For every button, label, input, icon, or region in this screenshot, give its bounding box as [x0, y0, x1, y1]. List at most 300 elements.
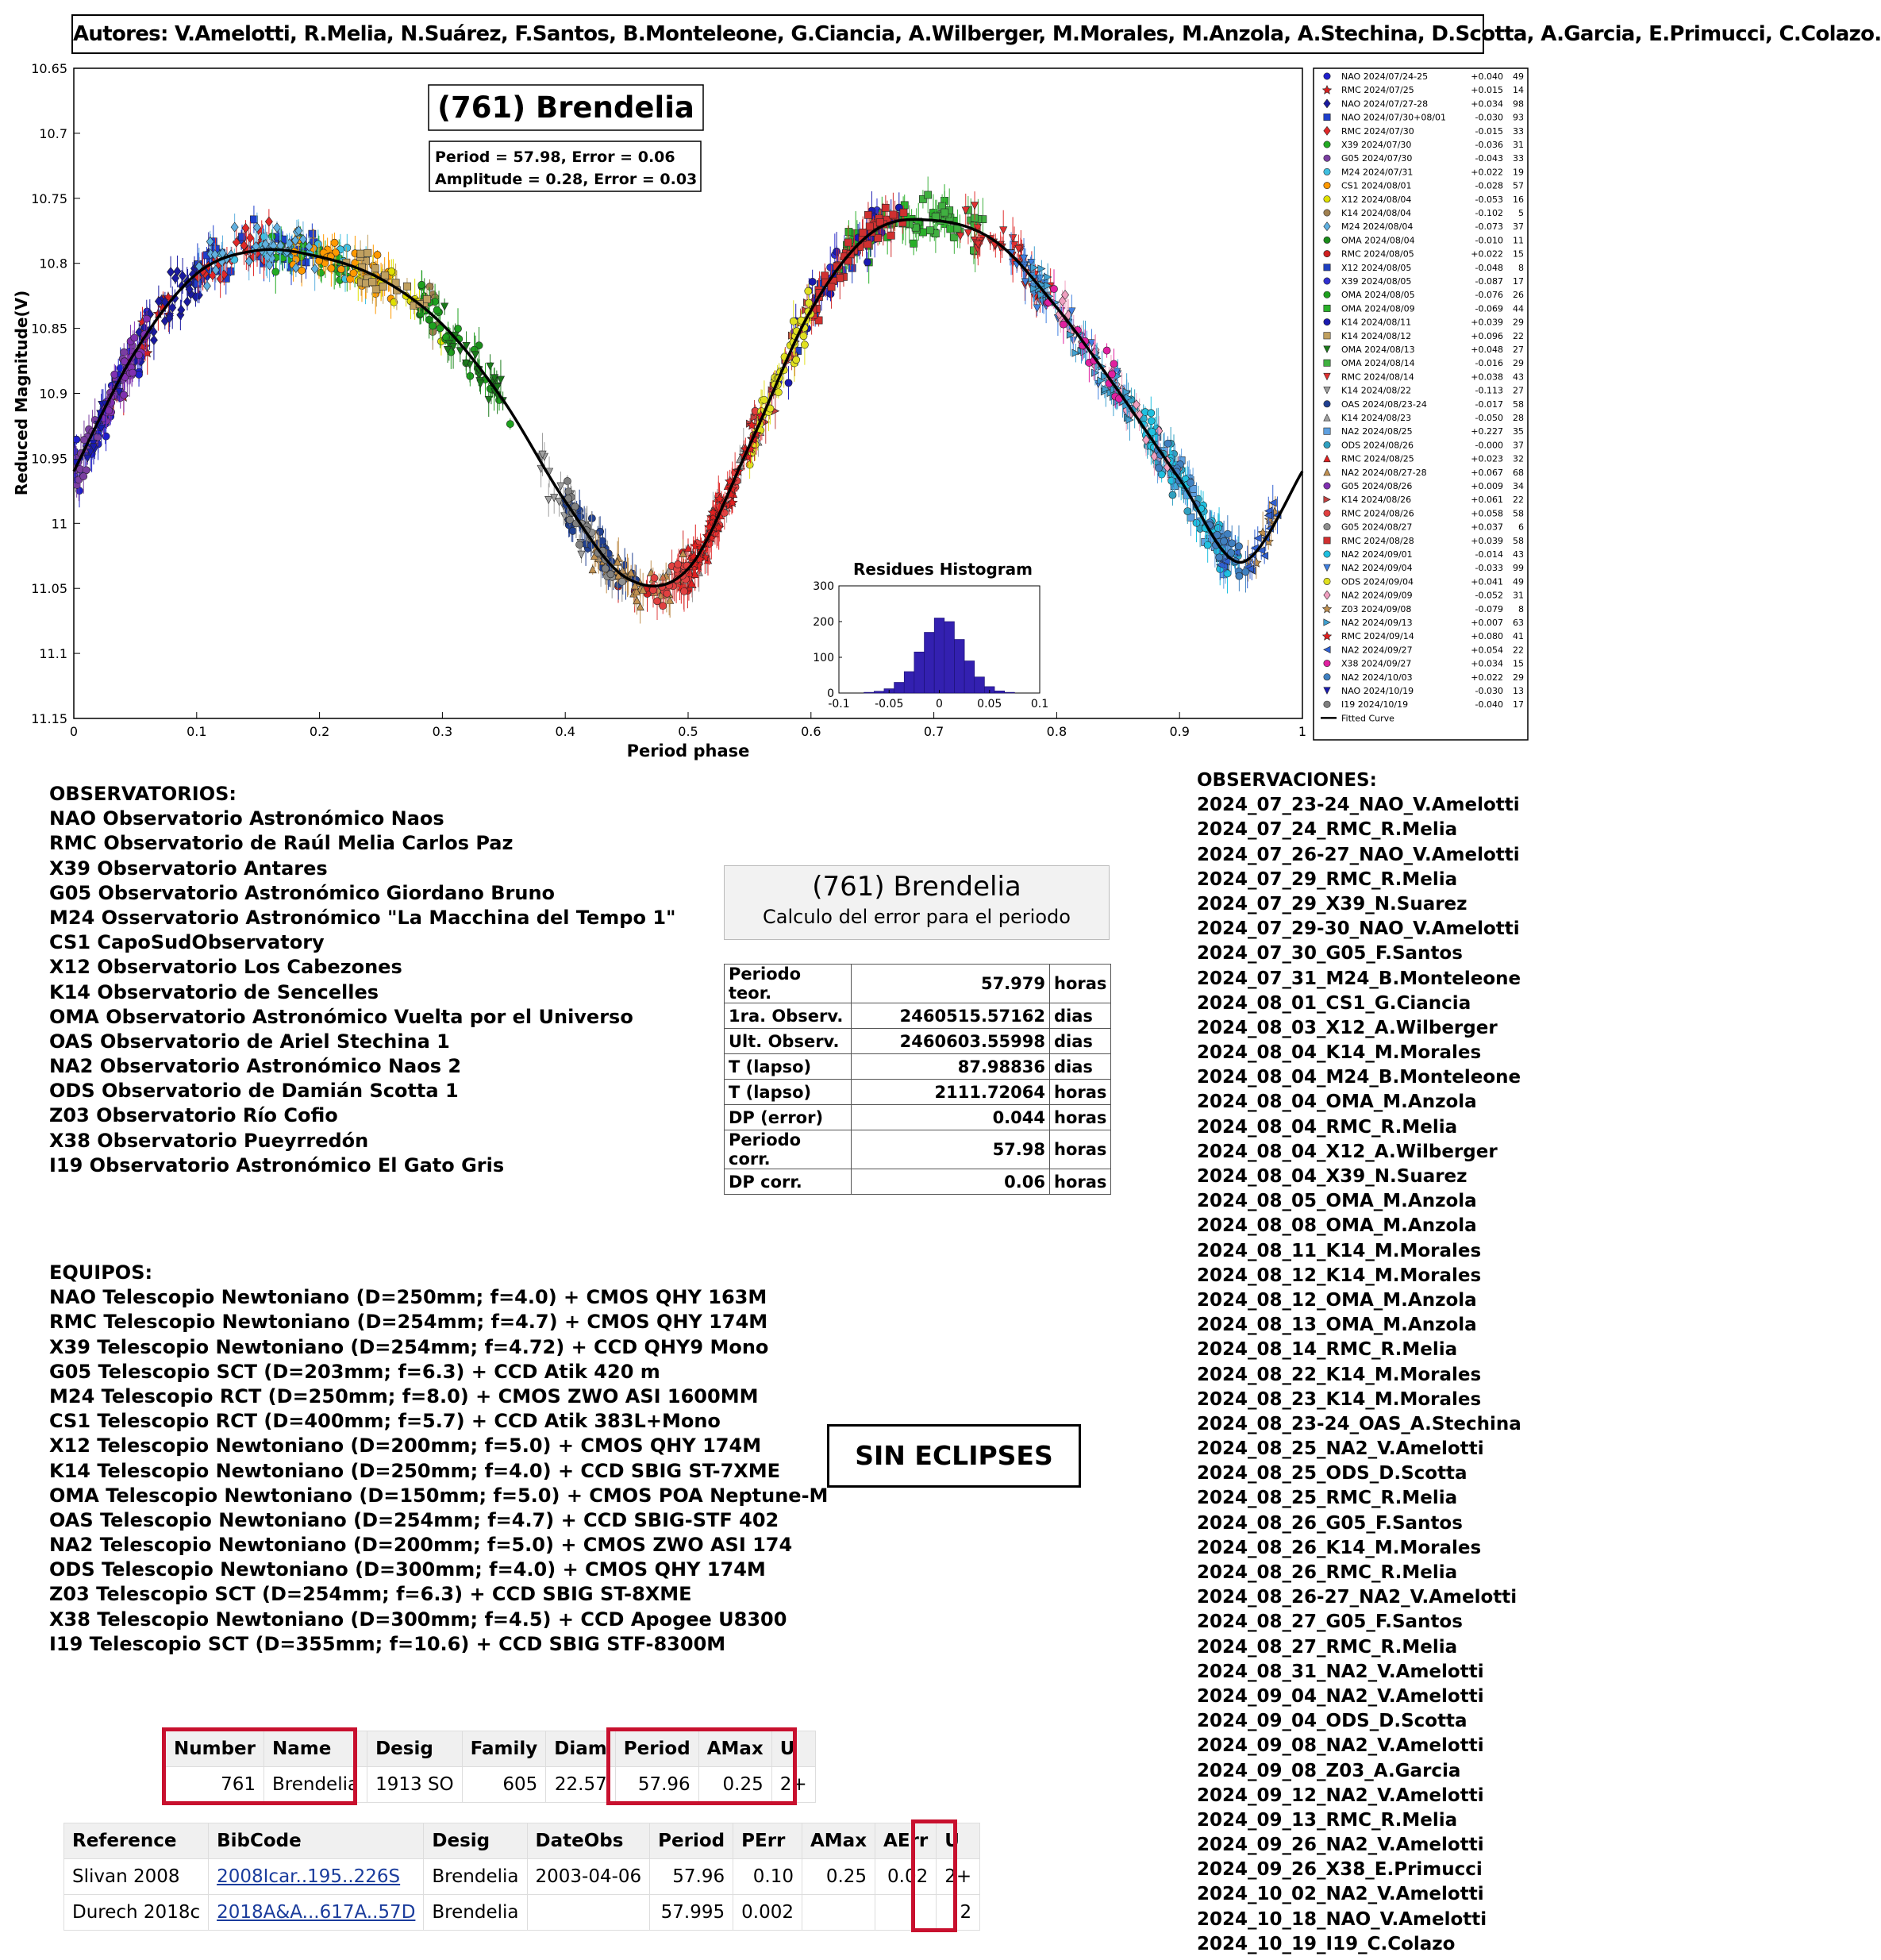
- legend-count: 17: [1513, 276, 1524, 287]
- legend-offset: -0.102: [1475, 208, 1503, 218]
- observacion-item: 2024_09_26_NA2_V.Amelotti: [1197, 1835, 1484, 1856]
- histogram-bar: [894, 683, 905, 694]
- legend-count: 44: [1513, 303, 1524, 314]
- histogram-bar: [914, 652, 925, 693]
- observacion-item: 2024_08_23-24_OAS_A.Stechina: [1197, 1413, 1521, 1434]
- calc-label: Ult. Observ.: [725, 1029, 852, 1054]
- equipos-title: EQUIPOS:: [49, 1261, 153, 1284]
- legend-offset: -0.015: [1475, 125, 1503, 137]
- histogram-bar: [964, 661, 975, 694]
- observacion-item: 2024_08_04_OMA_M.Anzola: [1197, 1092, 1477, 1113]
- data-point: [801, 341, 808, 348]
- data-point: [1324, 660, 1330, 666]
- observatorio-item: K14 Observatorio de Sencelles: [49, 980, 379, 1003]
- legend-offset: -0.000: [1475, 440, 1503, 451]
- legend-offset: +0.039: [1471, 317, 1503, 328]
- data-point: [272, 268, 279, 275]
- data-point: [1214, 525, 1221, 532]
- authors-banner: Autores: V.Amelotti, R.Melia, N.Suárez, F.Santos, B.Monteleone, G.Ciancia, A.Wilberger, M.Morales, M.Anzola, A.Stechina, D.Scotta, A.Garcia, E.Primucci, C.Colazo.: [71, 14, 1484, 54]
- legend-count: 34: [1513, 481, 1524, 491]
- data-point: [379, 283, 387, 290]
- observacion-item: 2024_09_08_Z03_A.Garcia: [1197, 1760, 1461, 1781]
- observacion-item: 2024_09_08_NA2_V.Amelotti: [1197, 1735, 1484, 1757]
- observacion-item: 2024_10_19_I19_C.Colazo: [1197, 1933, 1456, 1954]
- data-point: [926, 227, 933, 234]
- observatorio-item: CS1 CapoSudObservatory: [49, 931, 325, 954]
- lcdb-ref-cell: Brendelia: [424, 1859, 527, 1895]
- data-point: [827, 291, 834, 298]
- legend-label: RMC 2024/09/14: [1341, 631, 1414, 642]
- observacion-item: 2024_07_29-30_NAO_V.Amelotti: [1197, 918, 1520, 940]
- legend-label: OMA 2024/08/13: [1341, 345, 1415, 355]
- histogram-bar: [934, 618, 944, 694]
- observatorio-item: RMC Observatorio de Raúl Melia Carlos Paz: [49, 832, 514, 855]
- legend-count: 29: [1513, 358, 1524, 369]
- data-point: [369, 279, 376, 286]
- data-point: [1216, 554, 1223, 561]
- data-point: [373, 286, 380, 293]
- legend-label: NA2 2024/10/03: [1341, 672, 1413, 683]
- data-point: [80, 472, 87, 479]
- data-point: [925, 191, 932, 198]
- bibcode-link[interactable]: 2008Icar..195..226S: [217, 1866, 401, 1887]
- legend-count: 5: [1518, 208, 1524, 218]
- calc-value: 2460515.57162: [852, 1003, 1050, 1029]
- observacion-item: 2024_09_04_NA2_V.Amelotti: [1197, 1685, 1484, 1707]
- legend-offset: +0.061: [1471, 495, 1503, 506]
- observacion-item: 2024_10_02_NA2_V.Amelotti: [1197, 1884, 1484, 1905]
- calc-unit: dias: [1050, 1054, 1111, 1080]
- calc-value: 0.044: [852, 1105, 1050, 1130]
- observacion-item: 2024_07_23-24_NAO_V.Amelotti: [1197, 795, 1520, 816]
- equipo-item: X39 Telescopio Newtoniano (D=254mm; f=4.72) + CCD QHY9 Mono: [49, 1335, 769, 1358]
- legend-offset: -0.016: [1475, 358, 1503, 369]
- legend-count: 32: [1513, 453, 1524, 464]
- data-point: [260, 233, 267, 241]
- legend-label: CS1 2024/08/01: [1341, 180, 1412, 191]
- legend-offset: +0.054: [1471, 645, 1503, 656]
- legend-offset: -0.076: [1475, 290, 1503, 301]
- legend-count: 37: [1513, 440, 1524, 451]
- lcdb-ref-cell: 0.25: [802, 1859, 875, 1895]
- data-point: [111, 371, 118, 378]
- lcdb-ref-header: Reference: [64, 1823, 209, 1859]
- observacion-item: 2024_08_14_RMC_R.Melia: [1197, 1339, 1458, 1361]
- data-point: [1324, 250, 1330, 256]
- observacion-item: 2024_08_05_OMA_M.Anzola: [1197, 1191, 1477, 1212]
- legend-offset: +0.096: [1471, 330, 1503, 341]
- legend-offset: -0.048: [1475, 262, 1503, 273]
- data-point: [1187, 479, 1194, 486]
- x-tick-label: 0.6: [801, 724, 821, 739]
- legend-count: 68: [1513, 467, 1524, 478]
- legend-offset: +0.038: [1471, 372, 1503, 383]
- lcdb-cell: 761: [166, 1767, 264, 1803]
- lcdb-ref-header: U: [937, 1823, 980, 1859]
- calc-label: 1ra. Observ.: [725, 1003, 852, 1029]
- lcdb-header: Period: [615, 1731, 698, 1767]
- data-point: [900, 209, 907, 216]
- sin-eclipses-label: SIN ECLIPSES: [827, 1424, 1081, 1488]
- observatorio-item: I19 Observatorio Astronómico El Gato Gris: [49, 1153, 505, 1176]
- data-point: [887, 232, 894, 239]
- data-point: [1324, 401, 1330, 407]
- x-tick-label: 1: [1298, 724, 1307, 739]
- calc-label: DP (error): [725, 1105, 852, 1130]
- data-point: [1224, 530, 1231, 537]
- data-point: [1324, 141, 1330, 148]
- equipo-item: M24 Telescopio RCT (D=250mm; f=8.0) + CMOS ZWO ASI 1600MM: [49, 1384, 759, 1407]
- lcdb-ref-cell: [875, 1895, 937, 1931]
- legend-count: 33: [1513, 153, 1524, 164]
- legend-offset: -0.073: [1475, 221, 1503, 233]
- x-axis-label: Period phase: [626, 741, 750, 761]
- legend-count: 33: [1513, 125, 1524, 137]
- data-point: [429, 322, 437, 329]
- legend-label: X39 2024/08/05: [1341, 276, 1412, 287]
- observatorio-item: X12 Observatorio Los Cabezones: [49, 956, 402, 979]
- observacion-item: 2024_07_31_M24_B.Monteleone: [1197, 968, 1521, 989]
- lcdb-ref-row: [64, 1859, 980, 1895]
- lcdb-header: Number: [166, 1731, 264, 1767]
- calc-row: [725, 1130, 1111, 1169]
- y-tick-label: 10.65: [31, 61, 67, 76]
- legend-count: 93: [1513, 112, 1524, 123]
- lcdb-ref-header: PErr: [733, 1823, 802, 1859]
- data-point: [1324, 305, 1330, 311]
- data-point: [1224, 570, 1231, 577]
- calc-label: Periodo teor.: [725, 965, 852, 1003]
- equipo-item: G05 Telescopio SCT (D=203mm; f=6.3) + CCD Atik 420 m: [49, 1360, 660, 1383]
- legend-count: 49: [1513, 71, 1524, 82]
- data-point: [1324, 237, 1330, 243]
- observacion-item: 2024_09_13_RMC_R.Melia: [1197, 1809, 1458, 1831]
- legend-label: ODS 2024/09/04: [1341, 576, 1414, 587]
- equipo-item: ODS Telescopio Newtoniano (D=300mm; f=4.0) + CMOS QHY 174M: [49, 1558, 766, 1581]
- legend-label: M24 2024/08/04: [1341, 221, 1414, 233]
- legend-offset: -0.113: [1475, 385, 1503, 396]
- y-axis: [31, 61, 80, 726]
- legend-offset: +0.022: [1471, 672, 1503, 683]
- data-point: [1235, 543, 1242, 550]
- legend-count: 29: [1513, 317, 1524, 328]
- data-point: [1164, 440, 1171, 447]
- observacion-item: 2024_07_24_RMC_R.Melia: [1197, 819, 1458, 841]
- legend-offset: +0.023: [1471, 453, 1503, 464]
- observaciones-section: [1197, 768, 1521, 1954]
- legend-offset: -0.030: [1475, 686, 1503, 696]
- histogram-bar: [904, 672, 914, 693]
- observacion-item: 2024_07_30_G05_F.Santos: [1197, 943, 1463, 965]
- y-tick-label: 10.9: [39, 386, 67, 402]
- data-point: [418, 281, 425, 288]
- y-tick-label: 11.15: [31, 711, 67, 726]
- data-point: [382, 271, 389, 279]
- legend-label: NA2 2024/09/09: [1341, 590, 1413, 601]
- y-tick-label: 10.95: [31, 451, 67, 467]
- data-point: [1242, 568, 1249, 576]
- histogram-bar: [975, 677, 985, 693]
- equipo-item: K14 Telescopio Newtoniano (D=250mm; f=4.0) + CCD SBIG ST-7XME: [49, 1459, 781, 1482]
- lcdb-ref-header: BibCode: [209, 1823, 424, 1859]
- legend-label: K14 2024/08/22: [1341, 385, 1412, 396]
- data-point: [1324, 674, 1330, 680]
- equipo-item: NA2 Telescopio Newtoniano (D=200mm; f=5.0) + CMOS ZWO ASI 174: [49, 1534, 793, 1557]
- observacion-item: 2024_08_04_RMC_R.Melia: [1197, 1116, 1458, 1138]
- legend-count: 27: [1513, 345, 1524, 355]
- observacion-item: 2024_08_12_OMA_M.Anzola: [1197, 1289, 1477, 1311]
- data-point: [790, 318, 797, 325]
- calc-row: [725, 1003, 1111, 1029]
- data-point: [337, 266, 344, 273]
- hist-y-tick-label: 0: [827, 687, 834, 700]
- observacion-item: 2024_08_25_NA2_V.Amelotti: [1197, 1438, 1484, 1460]
- data-point: [1324, 168, 1330, 175]
- legend-label: K14 2024/08/26: [1341, 495, 1412, 506]
- calc-header: [724, 865, 1110, 940]
- calc-subtitle: Calculo del error para el periodo: [763, 906, 1071, 928]
- calc-label: Periodo corr.: [725, 1130, 852, 1169]
- legend-count: 14: [1513, 85, 1524, 96]
- legend-label: OMA 2024/08/14: [1341, 358, 1415, 369]
- observatorio-item: NAO Observatorio Astronómico Naos: [49, 807, 444, 830]
- x-tick-label: 0.4: [555, 724, 575, 739]
- equipo-item: NAO Telescopio Newtoniano (D=250mm; f=4.0) + CMOS QHY 163M: [49, 1286, 767, 1309]
- calc-unit: dias: [1050, 1029, 1111, 1054]
- hist-x-tick-label: 0: [936, 698, 943, 710]
- lcdb-header: AMax: [698, 1731, 771, 1767]
- data-point: [746, 461, 753, 468]
- legend-label: OMA 2024/08/09: [1341, 303, 1415, 314]
- period-info-line: Period = 57.98, Error = 0.06: [435, 148, 675, 166]
- observacion-item: 2024_08_11_K14_M.Morales: [1197, 1240, 1482, 1261]
- data-point: [882, 204, 889, 211]
- calc-row: [725, 1105, 1111, 1130]
- calc-row: [725, 1169, 1111, 1195]
- observacion-item: 2024_08_26_G05_F.Santos: [1197, 1512, 1463, 1534]
- data-point: [941, 209, 948, 216]
- legend-label: RMC 2024/08/25: [1341, 453, 1414, 464]
- legend-offset: -0.087: [1475, 276, 1503, 287]
- histogram-bar: [944, 622, 955, 693]
- data-point: [680, 587, 687, 595]
- data-point: [860, 229, 867, 236]
- legend-count: 43: [1513, 372, 1524, 383]
- lcdb-ref-cell: Slivan 2008: [64, 1859, 209, 1895]
- observacion-item: 2024_08_27_RMC_R.Melia: [1197, 1636, 1458, 1658]
- legend-count: 31: [1513, 140, 1524, 150]
- lcdb-cell: 22.57: [546, 1767, 615, 1803]
- calc-unit: horas: [1050, 965, 1111, 1003]
- bibcode-link[interactable]: 2018A&A...617A..57D: [217, 1902, 416, 1923]
- legend-fit-label: Fitted Curve: [1341, 713, 1394, 724]
- observatorio-item: OAS Observatorio de Ariel Stechina 1: [49, 1030, 450, 1053]
- data-point: [1148, 418, 1155, 425]
- legend-label: X12 2024/08/04: [1341, 194, 1412, 205]
- equipo-item: RMC Telescopio Newtoniano (D=254mm; f=4.7) + CMOS QHY 174M: [49, 1311, 768, 1334]
- legend-label: NA2 2024/09/27: [1341, 645, 1413, 656]
- observacion-item: 2024_08_13_OMA_M.Anzola: [1197, 1315, 1477, 1336]
- observacion-item: 2024_08_04_K14_M.Morales: [1197, 1042, 1482, 1064]
- lcdb-ref-row: [64, 1895, 980, 1931]
- equipo-item: CS1 Telescopio RCT (D=400mm; f=5.7) + CCD Atik 383L+Mono: [49, 1410, 721, 1433]
- data-point: [866, 223, 873, 230]
- lcdb-ref-cell: 57.96: [650, 1859, 733, 1895]
- data-point: [653, 598, 660, 605]
- data-point: [1324, 551, 1330, 557]
- lcdb-header: Diam: [546, 1731, 615, 1767]
- calc-value: 0.06: [852, 1169, 1050, 1195]
- data-point: [805, 287, 812, 295]
- data-point: [357, 250, 364, 257]
- legend-label: K14 2024/08/11: [1341, 317, 1412, 328]
- data-point: [331, 239, 338, 246]
- legend-offset: -0.053: [1475, 194, 1503, 205]
- observacion-item: 2024_08_27_G05_F.Santos: [1197, 1612, 1463, 1633]
- data-point: [651, 574, 658, 581]
- x-tick-label: 0.5: [678, 724, 698, 739]
- legend-offset: +0.034: [1471, 98, 1503, 110]
- legend-count: 63: [1513, 618, 1524, 628]
- data-point: [1110, 360, 1117, 368]
- histogram-title: Residues Histogram: [852, 560, 1033, 579]
- lcdb-ref-header: Desig: [424, 1823, 527, 1859]
- legend-label: X12 2024/08/05: [1341, 262, 1412, 273]
- data-point: [675, 560, 682, 568]
- observacion-item: 2024_09_04_ODS_D.Scotta: [1197, 1711, 1467, 1732]
- legend-offset: -0.036: [1475, 140, 1503, 150]
- legend-label: NAO 2024/07/27-28: [1341, 98, 1429, 110]
- legend-label: OMA 2024/08/05: [1341, 290, 1415, 301]
- y-tick-label: 11: [51, 516, 67, 532]
- equipo-item: I19 Telescopio SCT (D=355mm; f=10.6) + CCD SBIG STF-8300M: [49, 1632, 726, 1655]
- data-point: [1324, 510, 1330, 516]
- calc-value: 2460603.55998: [852, 1029, 1050, 1054]
- hist-x-tick-label: 0.05: [977, 698, 1002, 710]
- lcdb-ref-cell: Durech 2018c: [64, 1895, 209, 1931]
- lcdb-cell: 1913 SO: [367, 1767, 463, 1803]
- data-point: [1324, 578, 1330, 584]
- y-tick-label: 10.7: [39, 125, 67, 141]
- legend-label: RMC 2024/08/26: [1341, 508, 1414, 519]
- observaciones-title: OBSERVACIONES:: [1197, 770, 1377, 791]
- data-point: [1324, 155, 1330, 161]
- legend-label: RMC 2024/08/05: [1341, 248, 1414, 260]
- x-tick-label: 0.3: [432, 724, 453, 739]
- data-point: [364, 249, 371, 256]
- legend-count: 27: [1513, 385, 1524, 396]
- calc-title: (761) Brendelia: [812, 871, 1021, 903]
- data-point: [828, 283, 835, 291]
- data-point: [238, 233, 245, 241]
- legend-label: NA2 2024/09/04: [1341, 563, 1413, 574]
- observacion-item: 2024_08_26_K14_M.Morales: [1197, 1537, 1482, 1558]
- observatorio-item: NA2 Observatorio Astronómico Naos 2: [49, 1055, 462, 1078]
- data-point: [1229, 540, 1236, 547]
- legend-label: Z03 2024/09/08: [1341, 603, 1412, 614]
- legend-offset: -0.052: [1475, 590, 1503, 601]
- data-point: [309, 230, 316, 237]
- data-point: [1324, 182, 1330, 188]
- data-point: [1324, 114, 1330, 120]
- legend-label: G05 2024/08/27: [1341, 522, 1413, 533]
- data-point: [785, 379, 792, 387]
- lightcurve-chart: [0, 56, 1538, 770]
- observatorio-item: M24 Osservatorio Astronómico "La Macchina del Tempo 1": [49, 906, 676, 929]
- y-tick-label: 10.85: [31, 321, 67, 337]
- legend-label: NAO 2024/10/19: [1341, 686, 1414, 696]
- observacion-item: 2024_07_29_RMC_R.Melia: [1197, 868, 1458, 890]
- data-point: [1324, 333, 1330, 339]
- data-point: [793, 356, 800, 364]
- hist-y-tick-label: 200: [813, 616, 834, 629]
- equipos-section: [49, 1261, 829, 1655]
- legend-count: 49: [1513, 576, 1524, 587]
- data-point: [800, 333, 807, 340]
- histogram-bar: [925, 633, 935, 694]
- histogram-bar: [1005, 692, 1015, 693]
- histogram-bar: [874, 691, 884, 693]
- legend-count: 58: [1513, 535, 1524, 546]
- equipo-item: Z03 Telescopio SCT (D=254mm; f=6.3) + CCD SBIG ST-8XME: [49, 1583, 692, 1606]
- legend-label: RMC 2024/07/25: [1341, 85, 1414, 96]
- hist-x-tick-label: -0.1: [828, 698, 850, 710]
- data-point: [821, 272, 829, 279]
- calc-unit: horas: [1050, 1080, 1111, 1105]
- calc-value: 2111.72064: [852, 1080, 1050, 1105]
- legend-label: NA2 2024/09/13: [1341, 618, 1413, 628]
- legend-label: ODS 2024/08/26: [1341, 440, 1414, 451]
- legend-label: RMC 2024/08/14: [1341, 372, 1414, 383]
- data-point: [129, 369, 136, 376]
- observatorio-item: X38 Observatorio Pueyrredón: [49, 1129, 369, 1152]
- lcdb-cell: 0.25: [698, 1767, 771, 1803]
- lcdb-ref-header: AMax: [802, 1823, 875, 1859]
- lcdb-ref-cell: 2003-04-06: [527, 1859, 650, 1895]
- legend-offset: -0.069: [1475, 303, 1503, 314]
- data-point: [403, 283, 410, 290]
- legend-count: 19: [1513, 167, 1524, 178]
- legend-count: 35: [1513, 426, 1524, 437]
- observatorios-title: OBSERVATORIOS:: [49, 783, 237, 805]
- legend-label: I19 2024/10/19: [1341, 699, 1409, 710]
- legend-offset: +0.015: [1471, 85, 1503, 96]
- legend-label: X39 2024/07/30: [1341, 140, 1412, 150]
- lcdb-summary-table: [165, 1731, 816, 1803]
- legend-offset: +0.009: [1471, 481, 1503, 491]
- data-point: [1324, 428, 1330, 434]
- data-point: [328, 264, 335, 271]
- data-point: [664, 590, 671, 597]
- legend-count: 58: [1513, 399, 1524, 410]
- data-point: [120, 391, 127, 399]
- legend-label: NAO 2024/07/24-25: [1341, 71, 1429, 82]
- legend-offset: -0.017: [1475, 399, 1503, 410]
- data-point: [1324, 537, 1330, 544]
- legend-offset: +0.037: [1471, 522, 1503, 533]
- legend-label: OMA 2024/08/04: [1341, 235, 1415, 246]
- data-point: [344, 245, 351, 252]
- data-point: [1324, 291, 1330, 298]
- legend-label: OAS 2024/08/23-24: [1341, 399, 1427, 410]
- data-point: [1324, 360, 1330, 366]
- legend-count: 57: [1513, 180, 1524, 191]
- data-point: [1324, 264, 1330, 271]
- data-point: [649, 587, 656, 594]
- observacion-item: 2024_08_03_X12_A.Wilberger: [1197, 1017, 1498, 1038]
- y-axis-label: Reduced Magnitude(V): [12, 290, 31, 496]
- data-point: [919, 229, 926, 236]
